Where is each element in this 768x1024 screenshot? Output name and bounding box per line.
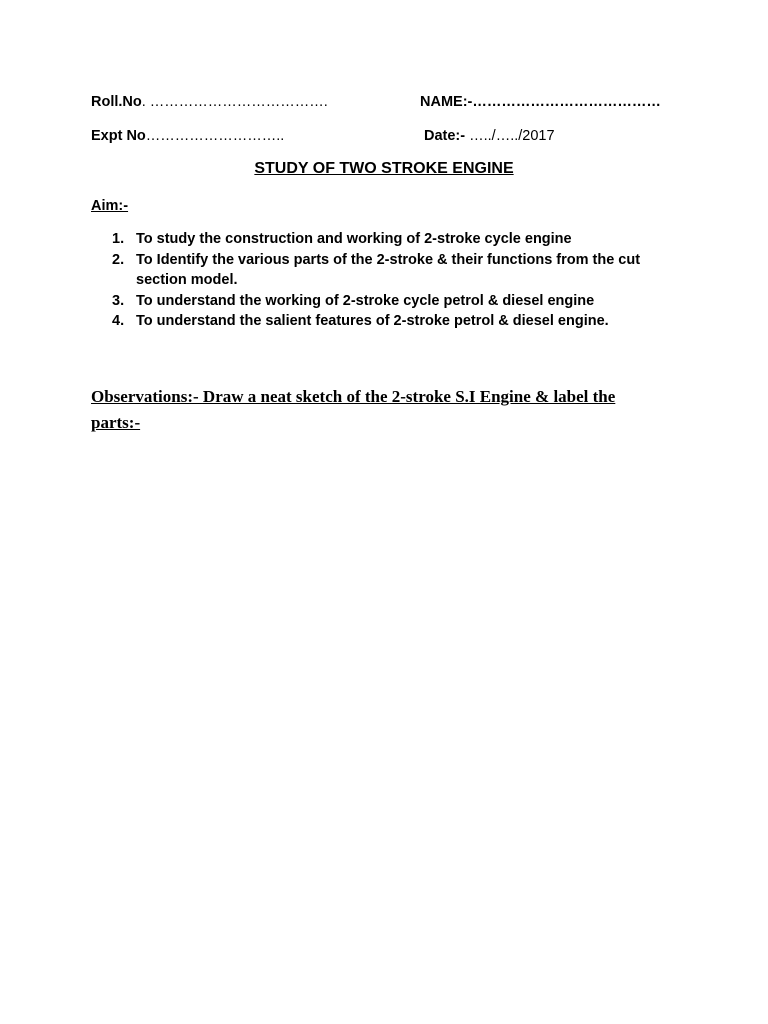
list-item-text: To study the construction and working of 2-stroke cycle engine xyxy=(136,231,572,247)
list-item xyxy=(112,311,682,332)
expt-no-field xyxy=(91,128,284,144)
expt-no-label: Expt No xyxy=(91,128,146,144)
aim-list xyxy=(112,229,682,332)
roll-no-field xyxy=(91,94,328,110)
date-value: …../…../2017 xyxy=(465,128,555,144)
date-field xyxy=(424,128,555,144)
roll-no-dots: . ………………………………. xyxy=(141,94,328,110)
list-item-text: To understand the salient features of 2-stroke petrol & diesel engine. xyxy=(136,313,609,329)
list-item xyxy=(112,250,682,291)
list-item-number: 1. xyxy=(112,231,125,247)
name-dots: ………………………………… xyxy=(472,94,661,110)
page-title: STUDY OF TWO STROKE ENGINE xyxy=(254,160,514,177)
list-item xyxy=(112,291,682,312)
aim-heading: Aim:- xyxy=(91,198,129,214)
date-label: Date:- xyxy=(424,128,466,144)
observations-heading: Observations:- Draw a neat sketch of the 2-stroke S.I Engine & label the parts:- xyxy=(91,387,616,432)
list-item-text: To understand the working of 2-stroke cycle petrol & diesel engine xyxy=(136,292,595,309)
list-item-number: 2. xyxy=(112,251,125,268)
list-item-number: 3. xyxy=(112,292,125,309)
roll-no-label: Roll.No xyxy=(91,94,142,110)
name-field xyxy=(420,94,661,110)
expt-no-dots: ……………………….. xyxy=(145,128,285,144)
name-label: NAME:- xyxy=(420,94,473,110)
list-item xyxy=(112,229,682,250)
list-item-number: 4. xyxy=(112,313,125,329)
list-item-text: To Identify the various parts of the 2-stroke & their functions from the cut section model. xyxy=(136,251,641,288)
